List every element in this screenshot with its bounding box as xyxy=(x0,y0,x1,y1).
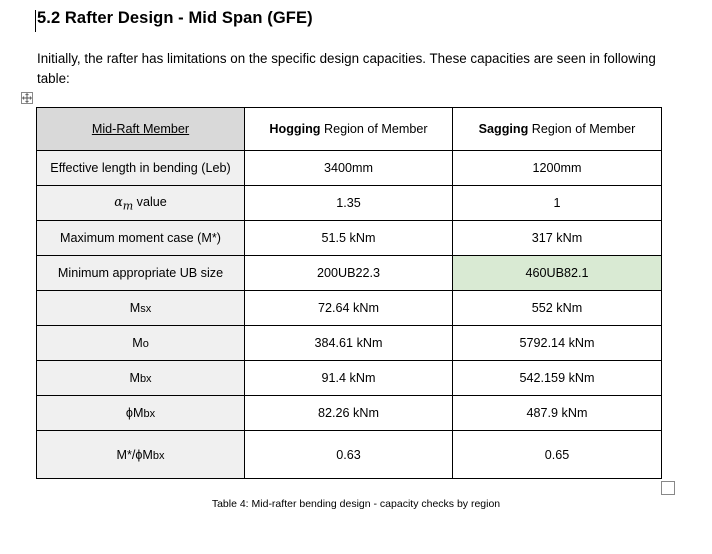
table-row xyxy=(37,186,662,221)
sagging-value: 542.159 kNm xyxy=(453,361,662,396)
table-row xyxy=(37,221,662,256)
row-label: M*/ϕMbx xyxy=(37,431,245,479)
hogging-value: 91.4 kNm xyxy=(245,361,453,396)
capacity-table xyxy=(36,107,662,479)
row-label: Mo xyxy=(37,326,245,361)
table-row xyxy=(37,256,662,291)
table-row xyxy=(37,396,662,431)
table-caption: Table 4: Mid-rafter bending design - capacity checks by region xyxy=(211,498,501,510)
table-move-handle-icon[interactable] xyxy=(21,92,33,104)
hogging-value: 1.35 xyxy=(245,186,453,221)
table-row xyxy=(37,431,662,479)
hogging-value: 0.63 xyxy=(245,431,453,479)
row-label: Msx xyxy=(37,291,245,326)
sagging-value: 0.65 xyxy=(453,431,662,479)
table-row xyxy=(37,361,662,396)
hogging-value: 82.26 kNm xyxy=(245,396,453,431)
hogging-value: 72.64 kNm xyxy=(245,291,453,326)
table-resize-handle-icon[interactable] xyxy=(661,481,675,495)
sagging-value: 1200mm xyxy=(453,151,662,186)
sagging-value: 5792.14 kNm xyxy=(453,326,662,361)
table-row xyxy=(37,291,662,326)
header-sagging: Sagging Region of Member xyxy=(453,108,662,151)
sagging-value: 317 kNm xyxy=(453,221,662,256)
header-hogging: Hogging Region of Member xyxy=(245,108,453,151)
hogging-value: 384.61 kNm xyxy=(245,326,453,361)
header-member: Mid-Raft Member xyxy=(37,108,245,151)
sagging-value: 552 kNm xyxy=(453,291,662,326)
sagging-value: 1 xyxy=(453,186,662,221)
row-label: Effective length in bending (Leb) xyxy=(37,151,245,186)
hogging-value: 51.5 kNm xyxy=(245,221,453,256)
row-label: Mbx xyxy=(37,361,245,396)
hogging-value: 3400mm xyxy=(245,151,453,186)
row-label: Maximum moment case (M*) xyxy=(37,221,245,256)
intro-paragraph: Initially, the rafter has limitations on the specific design capacities. These capacities are seen in following table: xyxy=(37,51,656,86)
text-cursor xyxy=(35,10,36,32)
row-label: Minimum appropriate UB size xyxy=(37,256,245,291)
table-header-row xyxy=(37,108,662,151)
sagging-value-highlighted: 460UB82.1 xyxy=(453,256,662,291)
row-label: $\alpha_m$ value xyxy=(37,186,245,221)
sagging-value: 487.9 kNm xyxy=(453,396,662,431)
table-row xyxy=(37,326,662,361)
section-heading: 5.2 Rafter Design - Mid Span (GFE) xyxy=(37,9,313,27)
table-row xyxy=(37,151,662,186)
hogging-value: 200UB22.3 xyxy=(245,256,453,291)
row-label: ϕMbx xyxy=(37,396,245,431)
